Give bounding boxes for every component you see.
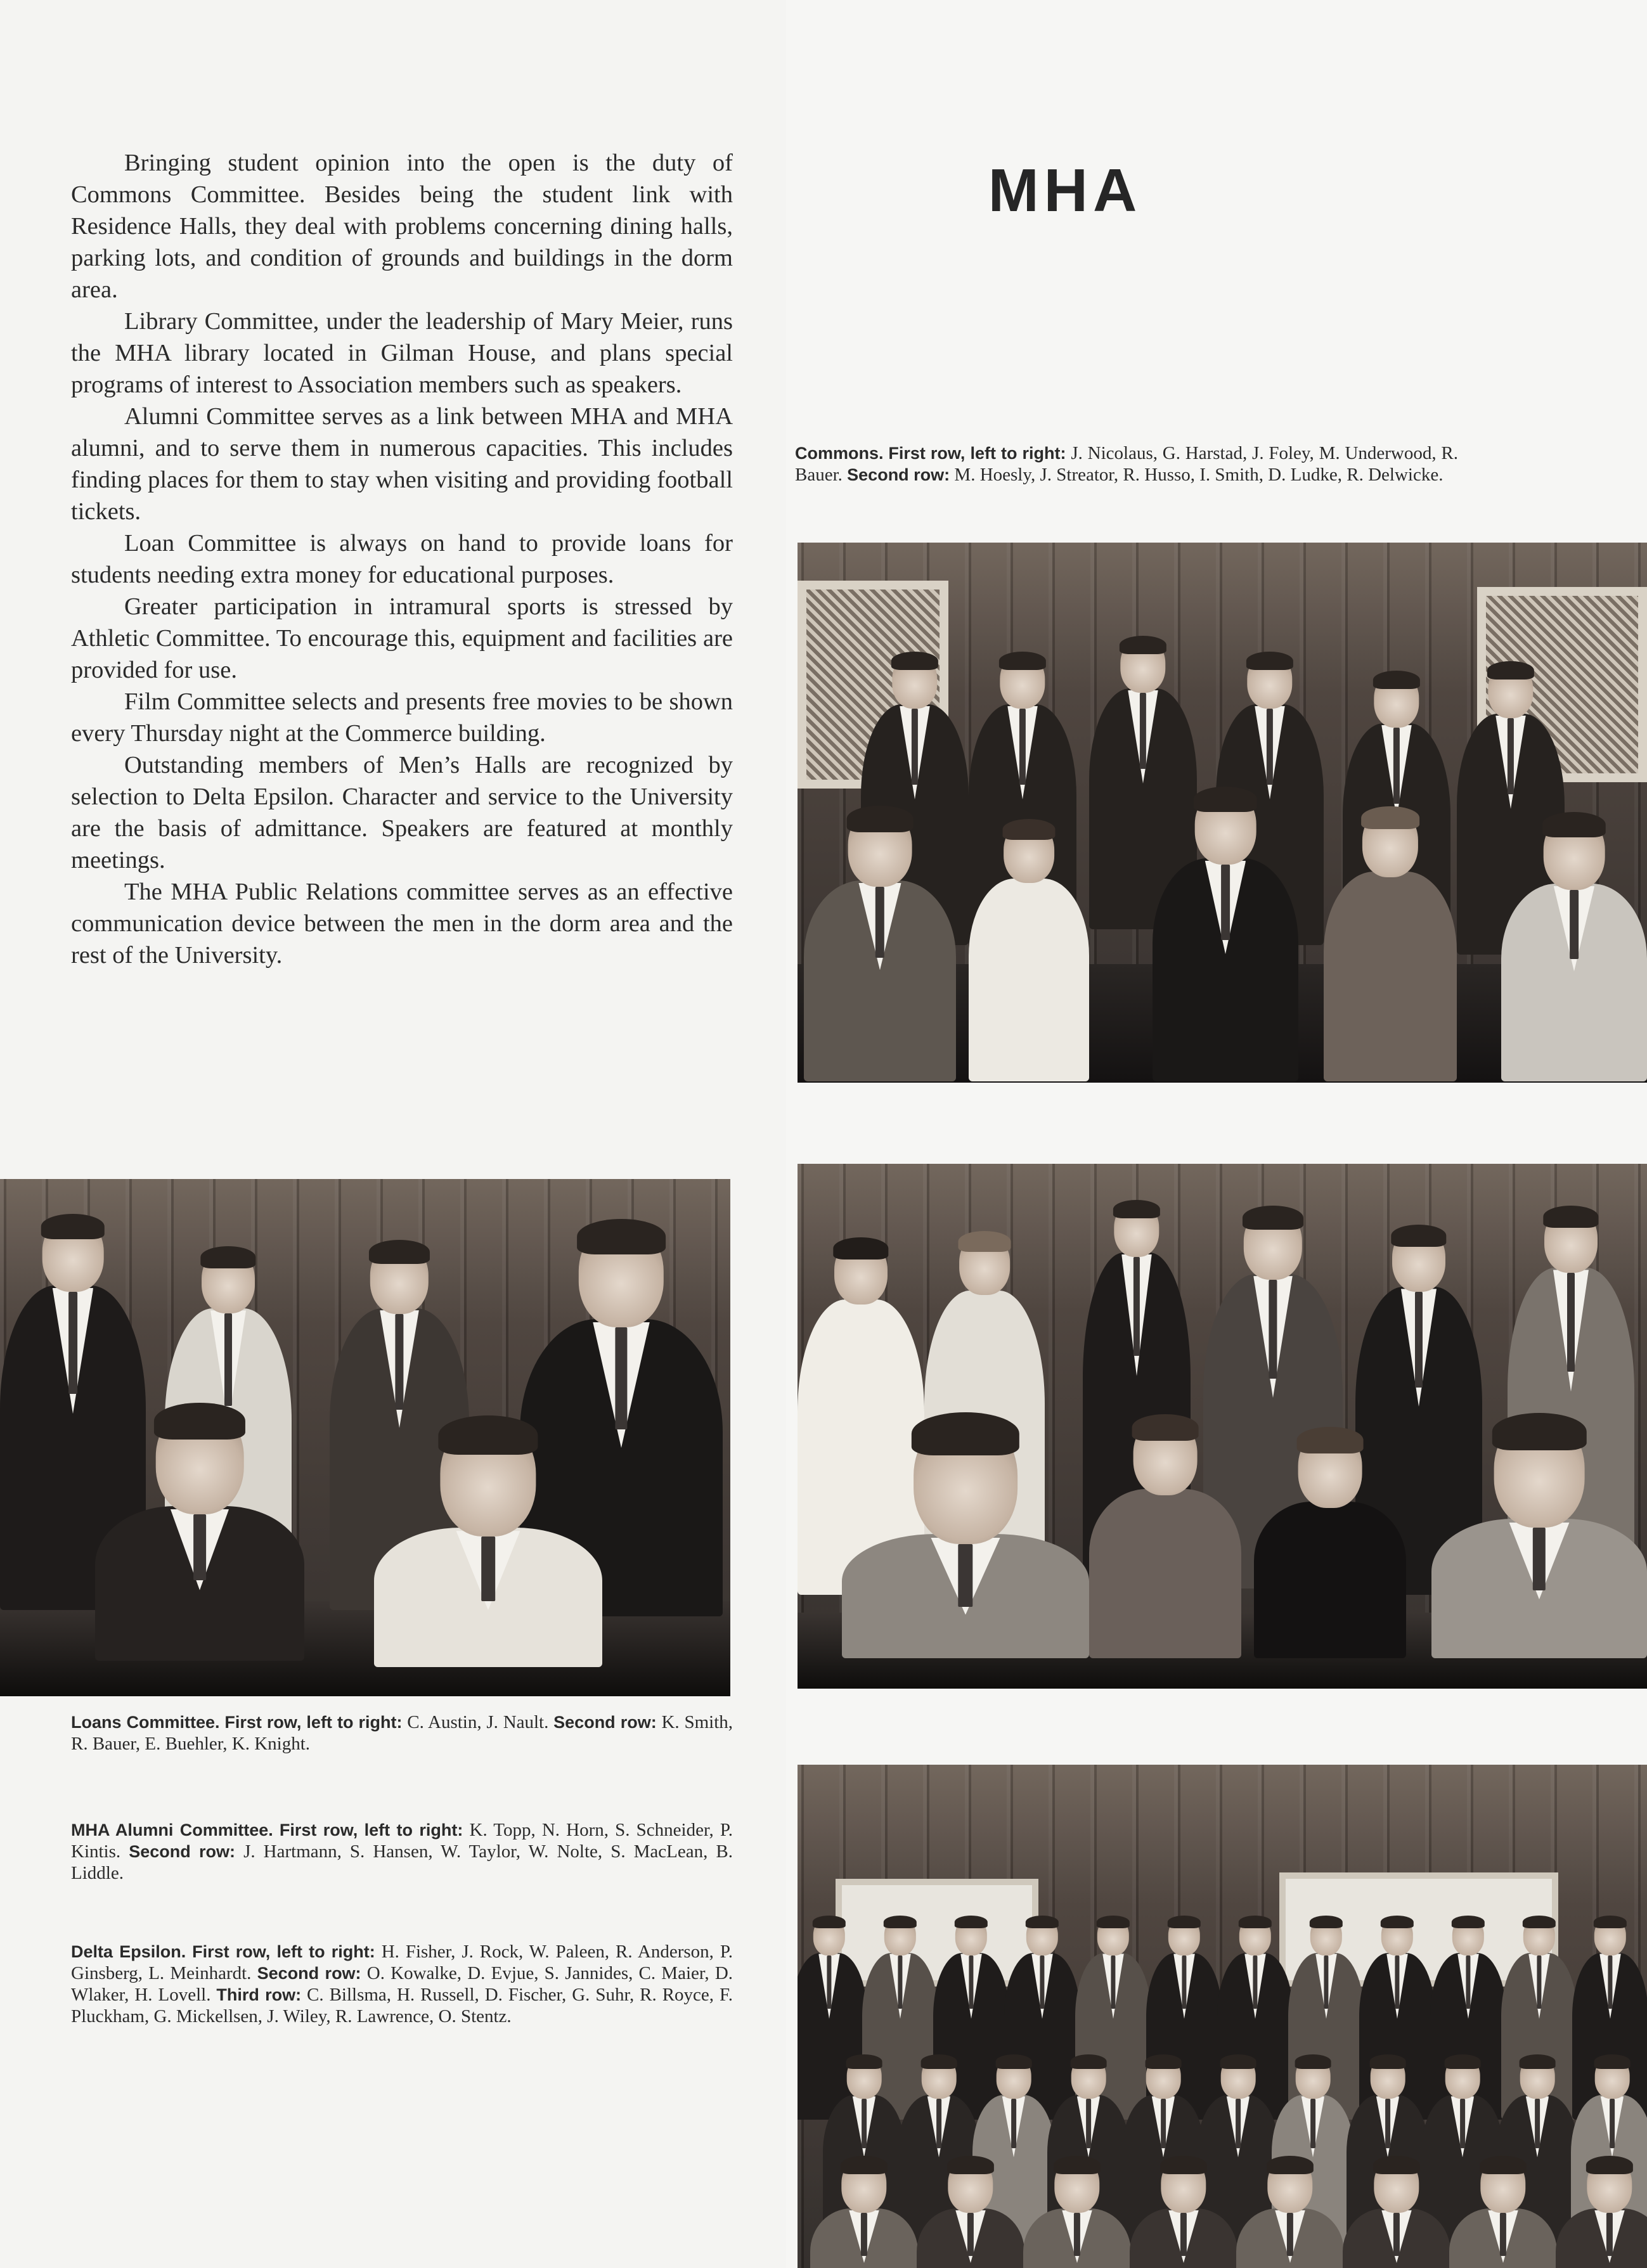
- caption-row-label: Second row:: [257, 1964, 361, 1983]
- loans-caption: [71, 1711, 733, 1755]
- person-figure: [1254, 1430, 1406, 1658]
- person-figure: [1556, 2158, 1647, 2268]
- caption-names: C. Austin, J. Nault.: [407, 1712, 549, 1732]
- person-tie: [1111, 1956, 1115, 2008]
- person-hair: [1054, 2156, 1101, 2175]
- person-hair: [1146, 2054, 1182, 2069]
- intro-paragraph: Alumni Committee serves as a link between MHA and MHA alumni, and to serve them in numerous capacities. This includes finding places for them to stay when visiting and providing football tickets.: [71, 403, 733, 525]
- person-figure: [842, 1417, 1089, 1658]
- person-tie: [1415, 1292, 1423, 1388]
- person-tie: [68, 1292, 77, 1394]
- person-hair: [1381, 1916, 1414, 1929]
- caption-row-label: First row, left to right:: [888, 444, 1066, 463]
- person-hair: [1543, 1206, 1598, 1228]
- person-hair: [959, 1231, 1011, 1252]
- person-hair: [847, 806, 914, 832]
- caption-row-label: First row, left to right:: [224, 1713, 403, 1732]
- person-hair: [999, 652, 1046, 671]
- person-tie: [1269, 1280, 1277, 1379]
- person-hair: [1003, 819, 1056, 840]
- person-hair: [200, 1246, 255, 1268]
- caption-names: H. Fisher, J. Rock, W. Paleen, R. Anderson, P. Ginsberg, L. Meinhardt.: [71, 1942, 733, 1983]
- person-tie: [1395, 1956, 1399, 2008]
- person-hair: [577, 1219, 666, 1254]
- person-tie: [1011, 2099, 1016, 2148]
- person-hair: [912, 1412, 1019, 1455]
- person-hair: [1586, 2156, 1633, 2175]
- person-hair: [1542, 812, 1606, 837]
- caption-row-label: Second row:: [129, 1842, 236, 1861]
- commons-photo: [798, 543, 1647, 1083]
- person-figure: [1431, 1417, 1647, 1658]
- intro-paragraph: Outstanding members of Men’s Halls are recognized by selection to Delta Epsilon. Character and service to the University are the basis of admittance. Speakers are featured at monthly meetings.: [71, 752, 733, 873]
- person-hair: [1480, 2156, 1527, 2175]
- caption-title: Delta Epsilon.: [71, 1942, 186, 1961]
- person-tie: [967, 2213, 974, 2256]
- person-hair: [1452, 1916, 1485, 1929]
- person-tie: [481, 1537, 495, 1601]
- person-figure: [1324, 809, 1457, 1081]
- person-body: [1254, 1502, 1406, 1658]
- person-tie: [912, 709, 918, 785]
- person-tie: [1287, 2213, 1293, 2256]
- person-tie: [1182, 1956, 1186, 2008]
- caption-row-label: First row, left to right:: [279, 1820, 463, 1840]
- caption-names: K. Smith, R. Bauer, E. Buehler, K. Knight.: [71, 1712, 733, 1754]
- person-hair: [1246, 652, 1293, 671]
- person-figure: [1501, 815, 1647, 1081]
- person-tie: [875, 887, 884, 958]
- person-hair: [921, 2054, 957, 2069]
- person-figure: [1023, 2158, 1131, 2268]
- person-tie: [1466, 1956, 1470, 2008]
- person-tie: [1140, 693, 1146, 769]
- intro-paragraph: Library Committee, under the leadership of Mary Meier, runs the MHA library located in Gilman House, and plans special programs of interest to Association members such as speakers.: [71, 308, 733, 398]
- person-tie: [615, 1327, 627, 1429]
- person-hair: [1267, 2156, 1314, 2175]
- caption-title: Loans Committee.: [71, 1713, 220, 1732]
- person-figure: [804, 809, 956, 1081]
- person-tie: [1134, 1257, 1140, 1356]
- person-hair: [1594, 2054, 1631, 2069]
- person-figure: [374, 1420, 602, 1667]
- person-figure: [917, 2158, 1024, 2268]
- person-hair: [833, 1237, 888, 1260]
- caption-row-label: First row, left to right:: [192, 1942, 375, 1961]
- person-hair: [1487, 661, 1534, 680]
- person-tie: [395, 1314, 403, 1410]
- person-figure: [1153, 790, 1298, 1081]
- person-tie: [1606, 2213, 1613, 2256]
- intro-paragraph: Greater participation in intramural sports is stressed by Athletic Committee. To encourage this, equipment and facilities are provided for use.: [71, 593, 733, 683]
- person-hair: [1310, 1916, 1343, 1929]
- person-tie: [958, 1544, 972, 1607]
- person-tie: [1393, 728, 1400, 804]
- person-hair: [1391, 1225, 1446, 1247]
- person-tie: [1570, 890, 1579, 959]
- person-hair: [891, 652, 938, 671]
- person-tie: [1393, 2213, 1400, 2256]
- person-hair: [438, 1415, 538, 1455]
- person-hair: [1220, 2054, 1256, 2069]
- person-hair: [947, 2156, 994, 2175]
- caption-names: K. Topp, N. Horn, S. Schneider, P. Kintis.: [71, 1820, 733, 1862]
- commons-caption: [795, 442, 1458, 486]
- caption-row-label: Third row:: [216, 1985, 302, 2004]
- person-hair: [369, 1240, 430, 1264]
- person-hair: [955, 1916, 988, 1929]
- person-body: [1089, 1489, 1241, 1658]
- person-tie: [1180, 2213, 1187, 2256]
- person-hair: [1445, 2054, 1481, 2069]
- person-hair: [1071, 2054, 1107, 2069]
- person-hair: [813, 1916, 846, 1929]
- caption-names: O. Kowalke, D. Evjue, S. Jannides, C. Maier, D. Wlaker, H. Lovell.: [71, 1963, 733, 2005]
- person-hair: [1361, 806, 1419, 830]
- person-hair: [41, 1214, 105, 1239]
- person-hair: [1097, 1916, 1130, 1929]
- person-tie: [1086, 2099, 1091, 2148]
- person-body: [1324, 872, 1457, 1081]
- intro-paragraph: The MHA Public Relations committee serves as an effective communication device between the men in the dorm area and the rest of the University.: [71, 879, 733, 969]
- caption-names: C. Billsma, H. Russell, D. Fischer, G. Suhr, R. Royce, F. Pluckham, G. Mickellsen, J. Wiley, R. Lawrence, O. Stentz.: [71, 1985, 733, 2026]
- person-tie: [1608, 1956, 1612, 2008]
- person-hair: [1523, 1916, 1556, 1929]
- person-hair: [1370, 2054, 1406, 2069]
- person-tie: [1253, 1956, 1257, 2008]
- person-figure: [810, 2158, 918, 2268]
- person-tie: [936, 2099, 941, 2148]
- person-hair: [884, 1916, 917, 1929]
- person-hair: [1520, 2054, 1556, 2069]
- delta-epsilon-caption: [71, 1941, 733, 2027]
- intro-text: [71, 147, 733, 971]
- person-hair: [1373, 2156, 1420, 2175]
- caption-names: J. Nicolaus, G. Harstad, J. Foley, M. Underwood, R. Bauer.: [795, 443, 1459, 485]
- person-hair: [1168, 1916, 1201, 1929]
- person-tie: [1567, 1273, 1575, 1372]
- person-tie: [1535, 2099, 1540, 2148]
- person-tie: [1074, 2213, 1080, 2256]
- person-tie: [1324, 1956, 1328, 2008]
- person-figure: [1130, 2158, 1237, 2268]
- person-hair: [154, 1403, 245, 1439]
- person-hair: [846, 2054, 882, 2069]
- caption-title: Commons.: [795, 444, 884, 463]
- delta-epsilon-photo: [798, 1765, 1647, 2268]
- person-tie: [193, 1514, 206, 1580]
- intro-paragraph: Bringing student opinion into the open is the duty of Commons Committee. Besides being the student link with Residence Halls, they deal with problems concerning dining halls, parking lots, and condition of grounds and buildings in the dorm area.: [71, 150, 733, 303]
- person-tie: [1460, 2099, 1465, 2148]
- person-figure: [95, 1407, 304, 1661]
- person-tie: [1500, 2213, 1506, 2256]
- person-figure: [1449, 2158, 1557, 2268]
- person-tie: [1610, 2099, 1615, 2148]
- caption-names: J. Hartmann, S. Hansen, W. Taylor, W. Nolte, S. MacLean, B. Liddle.: [71, 1841, 733, 1883]
- person-tie: [1221, 865, 1230, 941]
- person-hair: [1373, 671, 1420, 690]
- alumni-photo: [798, 1164, 1647, 1689]
- person-hair: [1243, 1206, 1303, 1230]
- loans-photo: [0, 1179, 730, 1696]
- person-tie: [969, 1956, 973, 2008]
- person-tie: [1533, 1528, 1546, 1590]
- person-tie: [1385, 2099, 1390, 2148]
- person-tie: [1310, 2099, 1315, 2148]
- page-heading: MHA: [988, 157, 1142, 224]
- person-hair: [1492, 1413, 1587, 1450]
- person-tie: [861, 2213, 867, 2256]
- person-hair: [1132, 1414, 1199, 1441]
- person-hair: [1113, 1200, 1160, 1219]
- person-tie: [1040, 1956, 1044, 2008]
- person-tie: [862, 2099, 867, 2148]
- person-figure: [1343, 2158, 1450, 2268]
- person-tie: [1236, 2099, 1241, 2148]
- person-body: [969, 879, 1089, 1081]
- person-hair: [841, 2156, 888, 2175]
- person-figure: [969, 822, 1089, 1081]
- person-hair: [1297, 1427, 1364, 1453]
- intro-paragraph: Loan Committee is always on hand to provide loans for students needing extra money for educational purposes.: [71, 530, 733, 588]
- person-hair: [1194, 787, 1257, 812]
- person-tie: [1537, 1956, 1541, 2008]
- person-tie: [1161, 2099, 1166, 2148]
- person-hair: [1120, 636, 1166, 655]
- person-hair: [996, 2054, 1032, 2069]
- person-hair: [1239, 1916, 1272, 1929]
- person-tie: [1508, 718, 1514, 794]
- person-figure: [1089, 1417, 1241, 1658]
- person-tie: [1267, 709, 1273, 785]
- person-tie: [827, 1956, 831, 2008]
- caption-names: M. Hoesly, J. Streator, R. Husso, I. Smith, D. Ludke, R. Delwicke.: [954, 465, 1444, 485]
- person-hair: [1594, 1916, 1627, 1929]
- person-figure: [1236, 2158, 1344, 2268]
- person-hair: [1160, 2156, 1207, 2175]
- caption-row-label: Second row:: [847, 465, 950, 484]
- person-tie: [224, 1313, 232, 1406]
- intro-paragraph: Film Committee selects and presents free movies to be shown every Thursday night at the Commerce building.: [71, 688, 733, 747]
- caption-row-label: Second row:: [553, 1713, 657, 1732]
- person-hair: [1295, 2054, 1331, 2069]
- person-tie: [898, 1956, 902, 2008]
- alumni-caption: [71, 1819, 733, 1884]
- caption-title: MHA Alumni Committee.: [71, 1820, 273, 1840]
- person-hair: [1026, 1916, 1059, 1929]
- person-tie: [1019, 709, 1026, 785]
